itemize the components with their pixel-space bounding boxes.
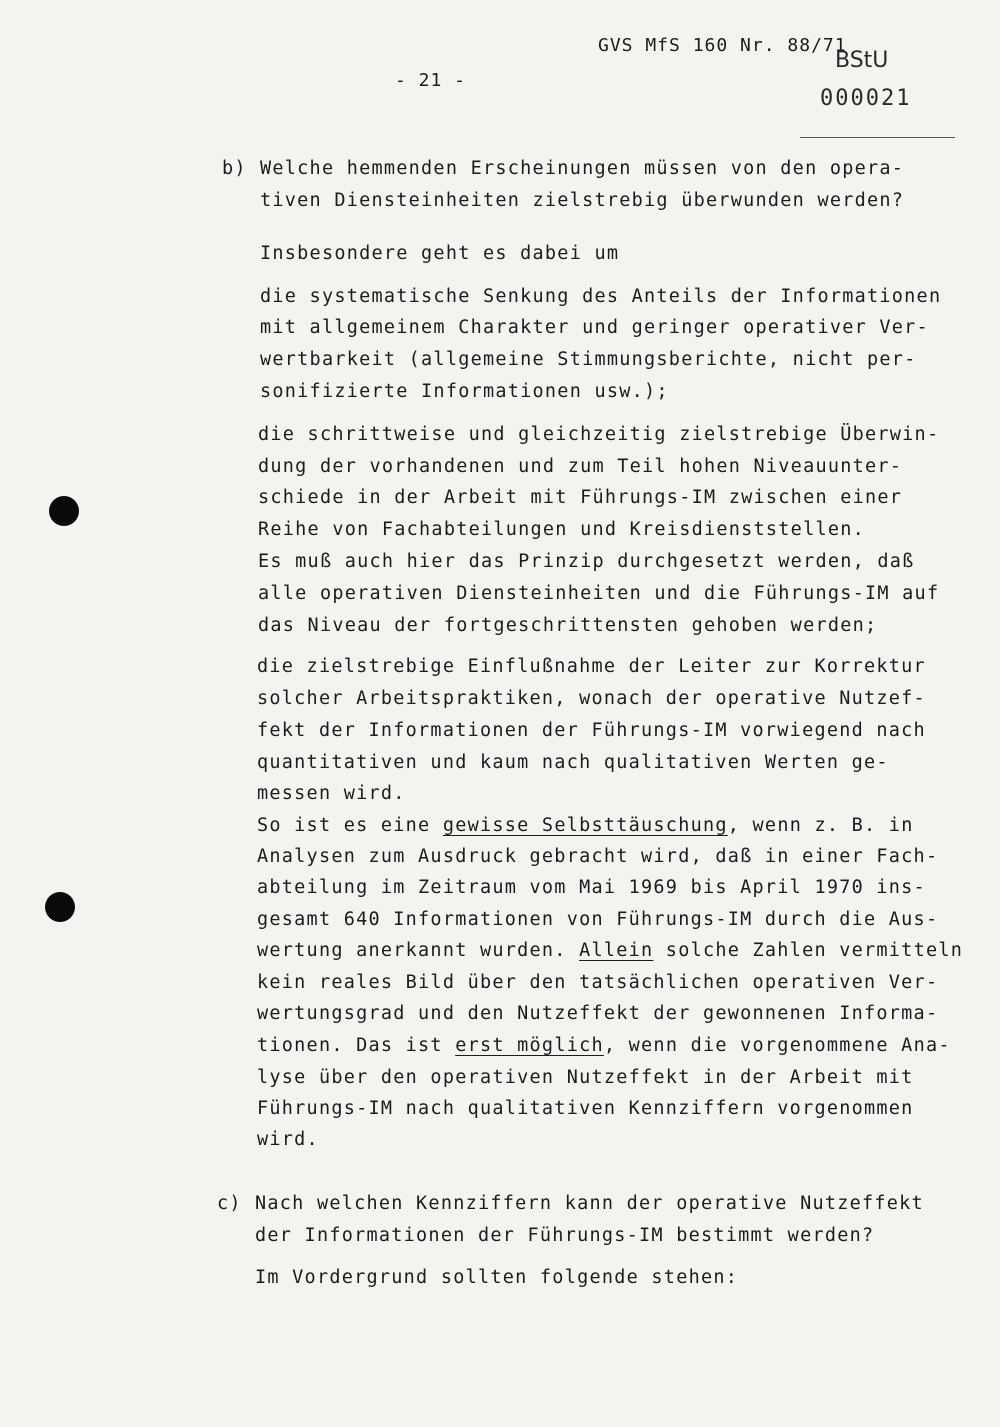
section-b-question-line: Welche hemmenden Erscheinungen müssen von den opera- [260,158,905,179]
punch-hole-top [49,496,79,526]
paragraph-line: kein reales Bild über den tatsächlichen operativen Ver- [257,972,939,993]
paragraph-line: Analysen zum Ausdruck gebracht wird, daß in einer Fach- [257,846,939,867]
paragraph-line [257,817,914,836]
paragraph-line: gesamt 640 Informationen von Führungs-IM durch die Aus- [257,909,939,930]
text-segment: tionen. Das ist [257,1035,456,1056]
paragraph-line: Führungs-IM nach qualitativen Kennziffern vorgenommen [257,1098,914,1119]
text-segment: wertung anerkannt wurden. [257,940,580,961]
paragraph-line: wird. [257,1129,319,1150]
section-b-intro: Insbesondere geht es dabei um [260,243,620,264]
paragraph-line: das Niveau der fortgeschrittensten gehoben werden; [258,615,878,636]
paragraph-line: schiede in der Arbeit mit Führungs-IM zwischen einer [258,487,903,508]
paragraph-line: die schrittweise und gleichzeitig zielstrebige Überwin- [258,424,940,445]
text-segment: , wenn die vorgenommene Ana- [603,1035,951,1056]
text-segment: So ist es eine [257,815,443,836]
archive-stamp-number: 000021 [820,86,912,111]
paragraph-line: Es muß auch hier das Prinzip durchgesetzt werden, daß [258,551,915,572]
underlined-phrase: gewisse Selbsttäuschung [442,815,728,836]
paragraph-line: alle operativen Diensteinheiten und die Führungs-IM auf [258,583,940,604]
paragraph-line: die zielstrebige Einflußnahme der Leiter zur Korrektur [257,656,926,677]
section-b-question-line: tiven Diensteinheiten zielstrebig überwunden werden? [260,190,905,211]
text-segment: , wenn z. B. in [727,815,914,836]
underlined-phrase: Allein [579,940,654,961]
section-c-question-line: der Informationen der Führungs-IM bestimmt werden? [255,1225,875,1246]
underlined-phrase: erst möglich [455,1035,604,1056]
paragraph-line: solcher Arbeitspraktiken, wonach der operative Nutzef- [257,688,926,709]
paragraph-line: Reihe von Fachabteilungen und Kreisdienststellen. [258,519,866,540]
paragraph-line: die systematische Senkung des Anteils der Informationen [260,286,942,307]
paragraph-line: quantitativen und kaum nach qualitativen Werten ge- [257,752,889,773]
archive-stamp-org: BStU [835,48,889,73]
page-number: - 21 - [395,70,467,91]
punch-hole-bottom [45,892,75,922]
stamp-rule [800,137,955,138]
section-c-intro: Im Vordergrund sollten folgende stehen: [255,1267,739,1288]
section-b-label: b) [222,158,247,179]
paragraph-line: wertungsgrad und den Nutzeffekt der gewonnenen Informa- [257,1003,939,1024]
section-c-question-line: Nach welchen Kennziffern kann der operative Nutzeffekt [255,1193,924,1214]
paragraph-line: abteilung im Zeitraum vom Mai 1969 bis April 1970 ins- [257,877,926,898]
section-c-label: c) [217,1193,242,1214]
paragraph-line: fekt der Informationen der Führungs-IM vorwiegend nach [257,720,926,741]
paragraph-line [257,1037,951,1056]
paragraph-line: lyse über den operativen Nutzeffekt in der Arbeit mit [257,1067,914,1088]
paragraph-line: dung der vorhandenen und zum Teil hohen Niveauunter- [258,456,903,477]
paragraph-line [257,942,963,961]
paragraph-line: sonifizierte Informationen usw.); [260,381,669,402]
text-segment: solche Zahlen vermitteln [653,940,964,961]
paragraph-line: messen wird. [257,783,406,804]
paragraph-line: mit allgemeinem Charakter und geringer operativer Ver- [260,317,929,338]
document-reference: GVS MfS 160 Nr. 88/71 [598,35,847,56]
paragraph-line: wertbarkeit (allgemeine Stimmungsberichte, nicht per- [260,349,917,370]
